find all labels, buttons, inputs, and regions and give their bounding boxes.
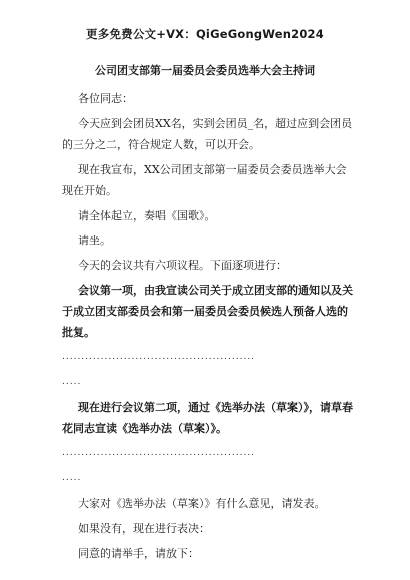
paragraph-item-one: 会议第一项，由我宣读公司关于成立团支部的通知以及关于成立团支部委员会和第一届委员会委员候选人预备人选的批复。	[62, 284, 353, 339]
dotted-line-end: .....	[62, 473, 82, 483]
promo-header: 更多免费公文+VX：QiGeGongWen2024	[86, 27, 324, 41]
dotted-line-end: .....	[62, 377, 82, 387]
paragraph-agenda: 今天的会议共有六项议程。下面逐项进行：	[78, 259, 287, 272]
paragraph-opinions: 大家对《选举办法（草案）》有什么意见，请发表。	[78, 497, 326, 510]
paragraph-anthem: 请全体起立，奏唱《国歌》。	[78, 209, 216, 222]
paragraph-item-two: 现在进行会议第二项，通过《选举办法（草案）》，请草春花同志宣读《选举办法（草案）》。	[62, 401, 353, 435]
paragraph-vote: 如果没有，现在进行表决：	[78, 522, 210, 535]
document-title: 公司团支部第一届委员会委员选举大会主持词	[95, 64, 315, 77]
dotted-line: ..................................................	[62, 352, 256, 362]
paragraph-opening: 现在我宣布，XX公司团支部第一届委员会委员选举大会现在开始。	[62, 163, 347, 197]
document-body	[62, 88, 354, 568]
paragraph-attendance: 今天应到会团员XX名，实到会团员_名，超过应到会团员的三分之二，符合规定人数，可以开会。	[62, 117, 353, 151]
dotted-line: ..................................................	[62, 448, 256, 458]
salutation: 各位同志：	[78, 92, 133, 105]
paragraph-sit: 请坐。	[78, 234, 111, 247]
paragraph-raise-hands: 同意的请举手，请放下：	[78, 547, 199, 560]
